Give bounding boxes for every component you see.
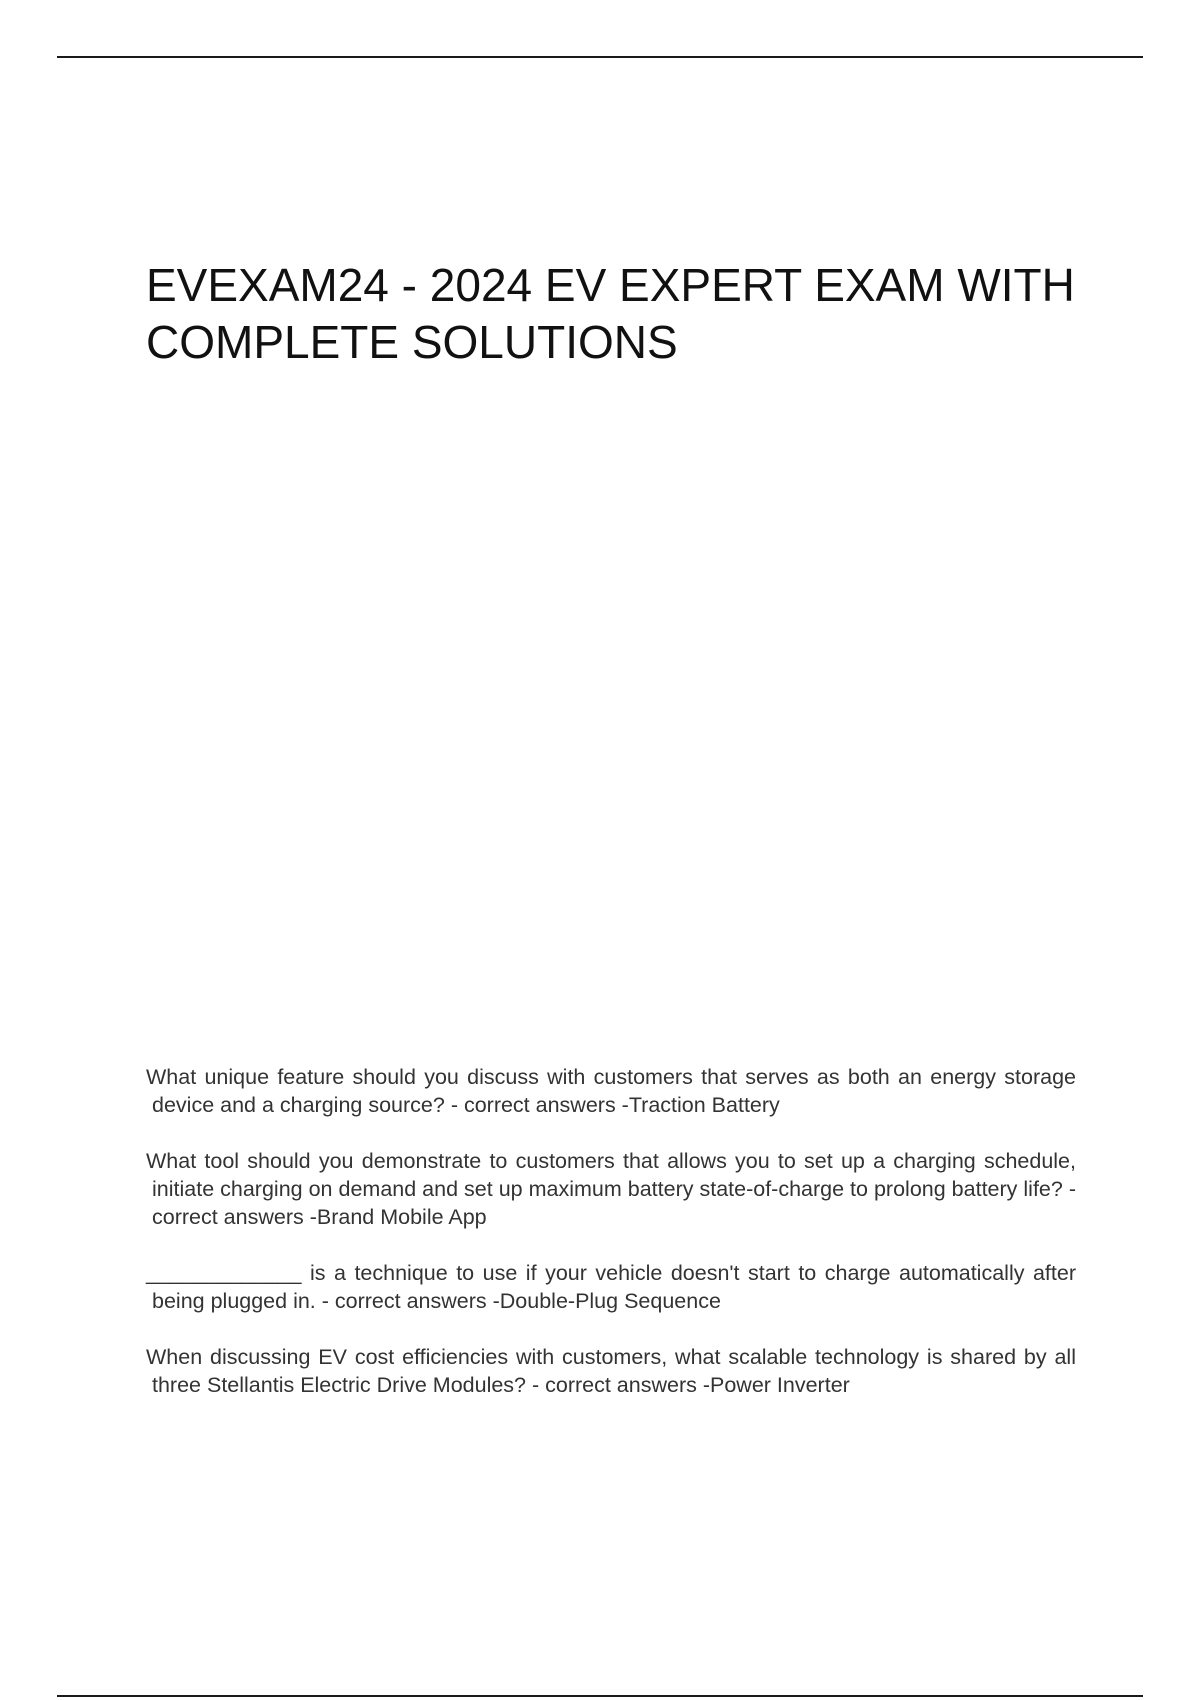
answer-separator: - <box>526 1373 546 1397</box>
question-text: What tool should you demonstrate to customers that allows you to set up a charging schedule, initiate charging on demand and set up maximum battery state-of-charge to prolong battery life? <box>146 1149 1076 1201</box>
qa-list <box>146 1063 1076 1427</box>
top-rule <box>57 56 1143 58</box>
qa-item <box>146 1259 1076 1315</box>
answer-text: -Power Inverter <box>696 1373 850 1397</box>
answer-separator: - <box>315 1289 335 1313</box>
qa-item <box>146 1063 1076 1119</box>
question-text: _____________ is a technique to use if your vehicle doesn't start to charge automatically after being plugged in. <box>146 1261 1076 1313</box>
answer-text: -Traction Battery <box>615 1093 780 1117</box>
answer-label: correct answers <box>334 1289 487 1313</box>
answer-label: correct answers <box>152 1205 304 1229</box>
question-text: What unique feature should you discuss with customers that serves as both an energy storage device and a charging source? <box>146 1065 1076 1117</box>
document-title: EVEXAM24 - 2024 EV EXPERT EXAM WITH COMPLETE SOLUTIONS <box>146 259 1075 368</box>
bottom-rule <box>57 1695 1143 1697</box>
qa-item <box>146 1343 1076 1399</box>
answer-label: correct answers <box>463 1093 616 1117</box>
qa-item <box>146 1147 1076 1231</box>
answer-label: correct answers <box>545 1373 697 1397</box>
answer-text: -Brand Mobile App <box>303 1205 487 1229</box>
answer-separator: - <box>444 1093 464 1117</box>
answer-separator: - <box>1062 1177 1076 1201</box>
question-text: When discussing EV cost efficiencies with customers, what scalable technology is shared by all three Stellantis Electric Drive Modules? <box>146 1345 1076 1397</box>
answer-text: -Double-Plug Sequence <box>486 1289 721 1313</box>
